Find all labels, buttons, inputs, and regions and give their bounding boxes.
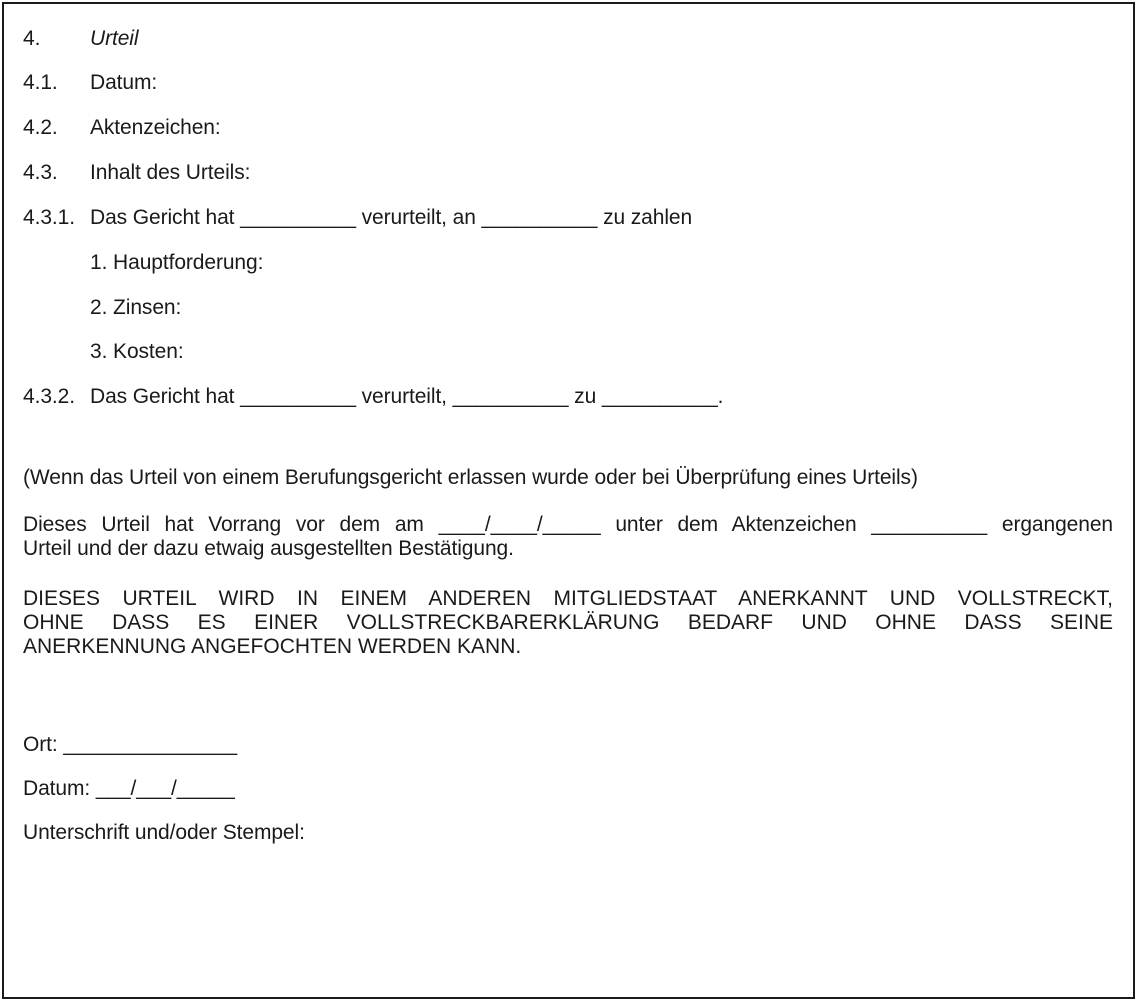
signature-stamp-label: Unterschrift und/oder Stempel: (23, 821, 305, 844)
field-text: Das Gericht hat __________ verurteilt, an __________ zu zahlen (90, 206, 693, 229)
signature-place: Ort: _______________ (23, 733, 238, 756)
appeal-note: (Wenn das Urteil von einem Berufungsgericht erlassen wurde oder bei Überprüfung eines Urteils) (23, 466, 918, 489)
field-inhalt (23, 161, 250, 185)
notice-line-3: ANERKENNUNG ANGEFOCHTEN WERDEN KANN. (23, 635, 522, 658)
field-4-3-1 (23, 206, 692, 230)
precedence-line-1: Dieses Urteil hat Vorrang vor dem am ____/____/_____ unter dem Aktenzeichen __________ ergangenen (23, 513, 1113, 536)
field-number: 4.3. (23, 161, 58, 184)
notice-line-1: DIESES URTEIL WIRD IN EINEM ANDEREN MITGLIEDSTAAT ANERKANNT UND VOLLSTRECKT, (23, 587, 1113, 610)
subitem-kosten: 3. Kosten: (90, 340, 184, 363)
section-heading (23, 27, 138, 51)
field-text: Das Gericht hat __________ verurteilt, __________ zu __________. (90, 385, 724, 408)
field-aktenzeichen (23, 116, 221, 140)
field-label: Datum: (90, 71, 158, 94)
notice-line-2: OHNE DASS ES EINER VOLLSTRECKBARERKLÄRUNG BEDARF UND OHNE DASS SEINE (23, 611, 1113, 634)
section-number: 4. (23, 27, 41, 50)
field-number: 4.3.1. (23, 206, 75, 229)
field-label: Inhalt des Urteils: (90, 161, 251, 184)
field-number: 4.1. (23, 71, 58, 94)
field-number: 4.3.2. (23, 385, 75, 408)
recognition-notice (23, 587, 1113, 659)
precedence-line-2: Urteil und der dazu etwaig ausgestellten Bestätigung. (23, 537, 514, 560)
field-label: Aktenzeichen: (90, 116, 221, 139)
field-datum (23, 71, 157, 95)
field-number: 4.2. (23, 116, 58, 139)
subitem-hauptforderung: 1. Hauptforderung: (90, 251, 264, 274)
subitem-zinsen: 2. Zinsen: (90, 296, 182, 319)
section-title: Urteil (90, 27, 139, 50)
signature-date: Datum: ___/___/_____ (23, 777, 235, 800)
field-4-3-2 (23, 385, 723, 409)
precedence-paragraph (23, 513, 1113, 561)
